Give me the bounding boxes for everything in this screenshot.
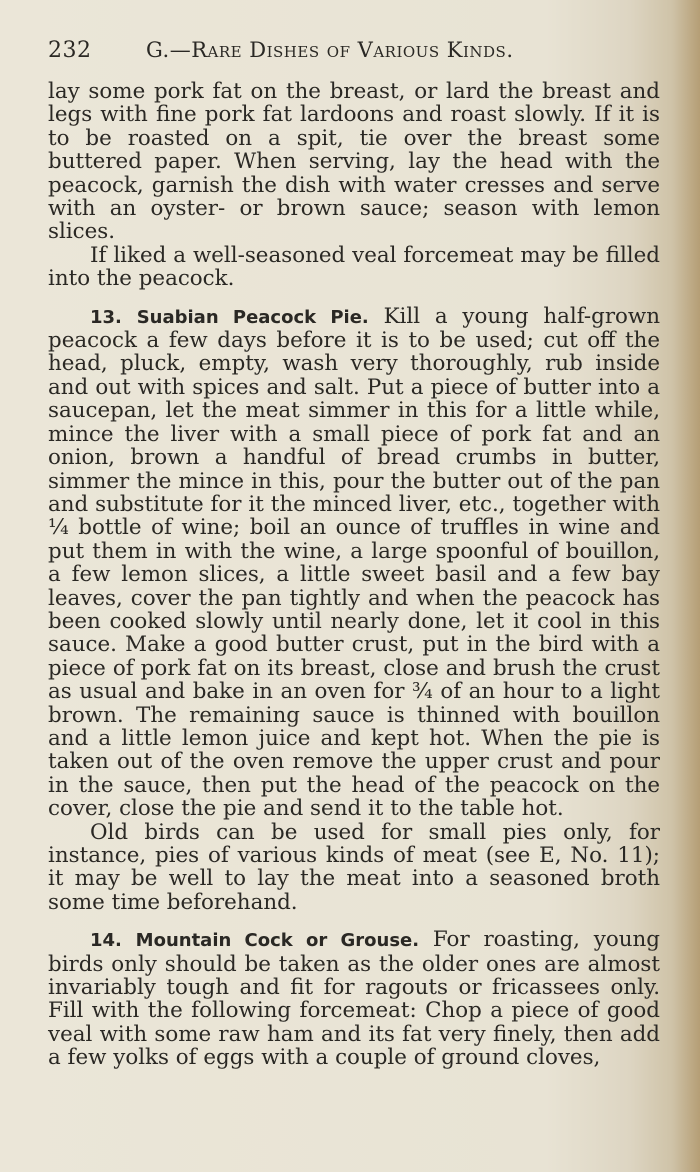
- paragraph-forcemeat-note: If liked a well-seasoned veal forcemeat may be filled into the peacock.: [48, 242, 660, 292]
- page-number: 232: [48, 38, 92, 63]
- paragraph-old-birds: Old birds can be used for small pies only, for instance, pies of various kinds of meat (see E, No. 11); it may be well to lay the meat into a seasoned broth some time beforehand.: [48, 819, 660, 915]
- recipe-13-number: 13.: [90, 306, 122, 328]
- recipe-14-text: For roasting, young birds only should be taken as the older ones are almost invariably tough and fit for ragouts or fricassees only. Fill with the following forcemeat: Chop a piece of good veal with some raw ham and its fat very finely, then add a few yolks of eggs with a couple of ground cloves,: [48, 927, 660, 1071]
- paragraph-peacock-roast-cont: lay some pork fat on the breast, or lard the breast and legs with fine pork fat lardoons and roast slowly. If it is to be roasted on a spit, tie over the breast some buttered paper. When serving, lay the head with the peacock, garnish the dish with water cresses and serve with an oyster- or brown sauce; season with lemon slices.: [48, 79, 660, 245]
- recipe-14: [48, 928, 660, 1069]
- page-header: [48, 38, 660, 63]
- recipe-13: [48, 305, 660, 821]
- recipe-13-title: Suabian Peacock Pie.: [136, 306, 369, 328]
- running-title: G.—Rare Dishes of Various Kinds.: [146, 38, 514, 62]
- page-body: [48, 80, 660, 1070]
- recipe-13-text: Kill a young half-grown peacock a few days before it is to be used; cut off the head, pluck, empty, wash very thoroughly, rub inside and out with spices and salt. Put a piece of butter into a saucepan, let the meat simmer in this for a little while, mince the liver with a small piece of pork fat and an onion, brown a handful of bread crumbs in butter, simmer the mince in this, pour the butter out of the pan and substitute for it the minced liver, etc., together with ¼ bottle of wine; boil an ounce of truffles in wine and put them in with the wine, a large spoonful of bouillon, a few lemon slices, a little sweet basil and a few bay leaves, cover the pan tightly and when the peacock has been cooked slowly until nearly done, let it cool in this sauce. Make a good butter crust, put in the bird with a piece of pork fat on its breast, close and brush the crust as usual and bake in an oven for ¾ of an hour to a light brown. The remaining sauce is thinned with bouillon and a little lemon juice and kept hot. When the pie is taken out of the oven remove the upper crust and pour in the sauce, then put the head of the peacock on the cover, close the pie and send it to the table hot.: [48, 303, 661, 822]
- recipe-14-number: 14.: [90, 930, 122, 952]
- recipe-14-title: Mountain Cock or Grouse.: [135, 930, 420, 952]
